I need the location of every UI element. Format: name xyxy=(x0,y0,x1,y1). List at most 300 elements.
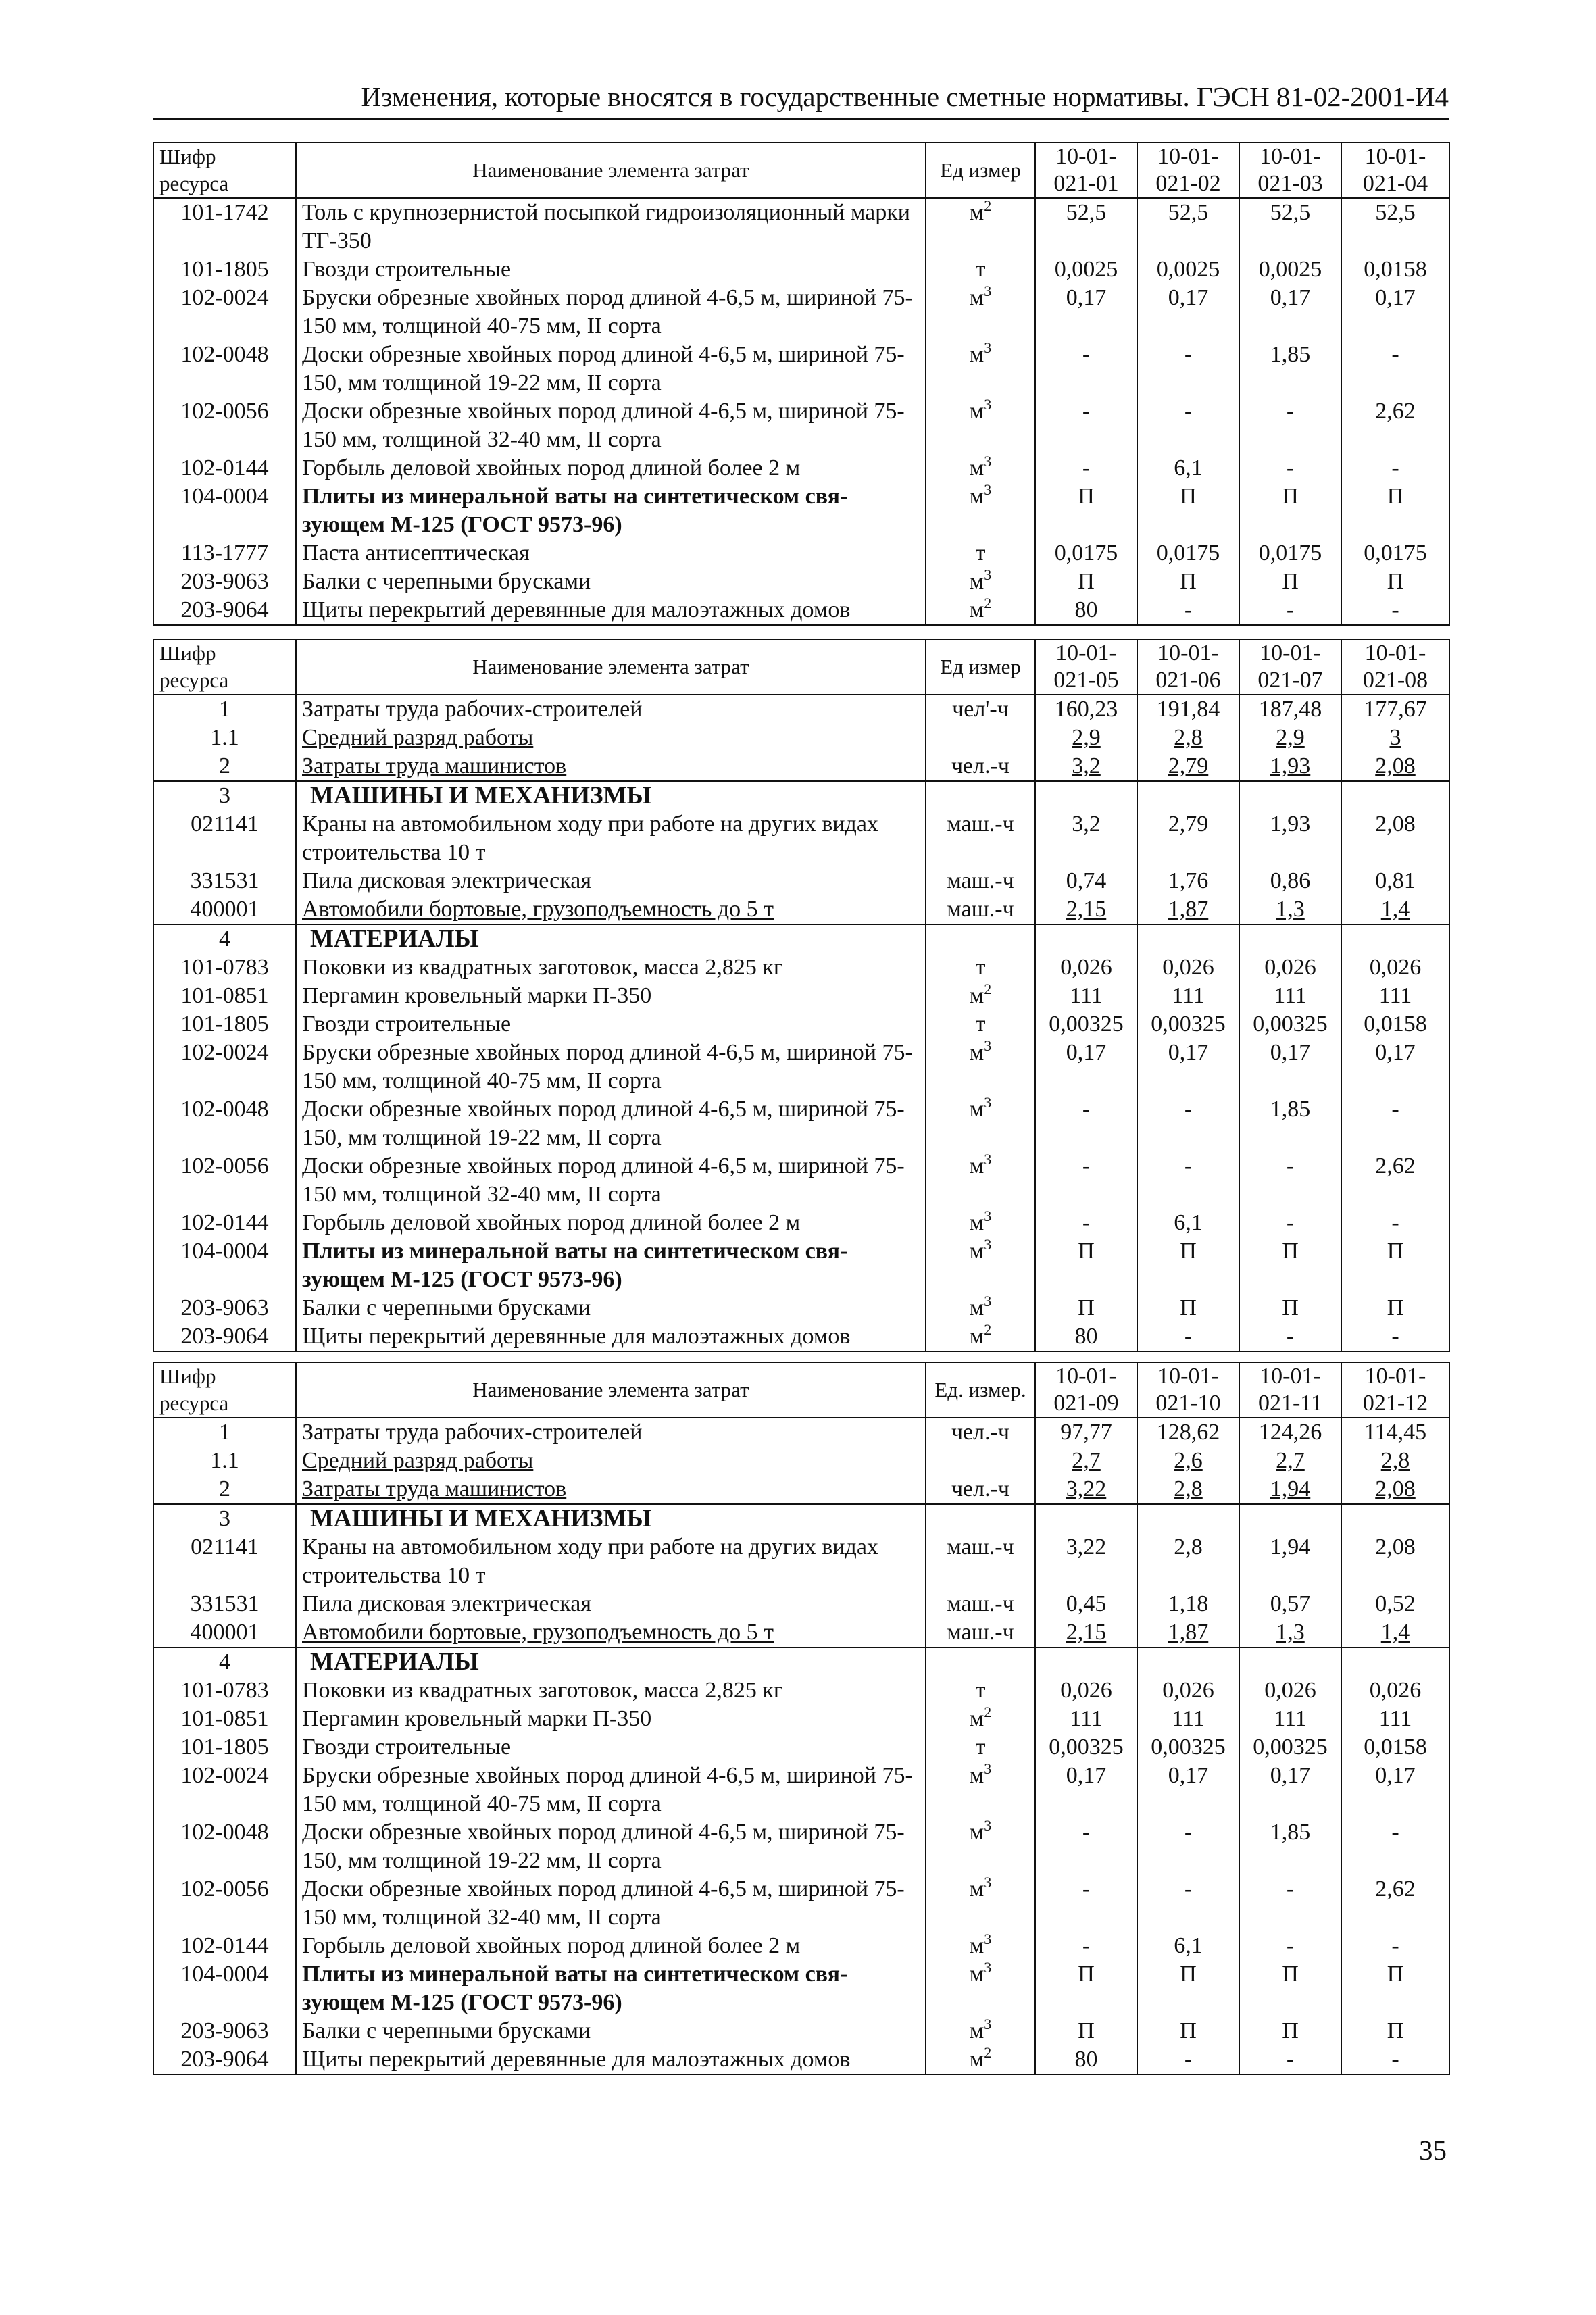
table-row xyxy=(153,1590,1449,1618)
resource-code: 104-0004 xyxy=(153,1960,296,2017)
value-cell: 0,0158 xyxy=(1341,1010,1449,1039)
resource-name: Плиты из минеральной ваты на синтетическом свя-зующем М-125 (ГОСТ 9573-96) xyxy=(296,482,926,539)
table-row xyxy=(153,1676,1449,1705)
value-cell: 191,84 xyxy=(1137,695,1239,724)
unit-exponent: 2 xyxy=(984,1705,992,1720)
resource-code: 113-1777 xyxy=(153,539,296,568)
resource-code: 203-9063 xyxy=(153,2017,296,2045)
value-cell: 6,1 xyxy=(1137,454,1239,482)
unit-text: м xyxy=(969,1324,984,1349)
value-cell: П xyxy=(1035,1294,1137,1322)
resource-name: Затраты труда рабочих-строителей xyxy=(296,695,926,724)
unit-cell xyxy=(926,1818,1035,1875)
value-cell: 6,1 xyxy=(1137,1209,1239,1237)
value-cell: П xyxy=(1239,1294,1341,1322)
resource-code: 101-1805 xyxy=(153,1010,296,1039)
value-cell: П xyxy=(1035,482,1137,539)
table-header-row xyxy=(153,143,1449,198)
value-cell: - xyxy=(1035,454,1137,482)
table-row xyxy=(153,810,1449,867)
unit-cell xyxy=(926,895,1035,924)
unit-text: т xyxy=(975,955,986,980)
resource-code: 104-0004 xyxy=(153,482,296,539)
resource-name: Средний разряд работы xyxy=(296,1447,926,1475)
table-row xyxy=(153,695,1449,724)
resource-code: 203-9064 xyxy=(153,2045,296,2074)
unit-cell xyxy=(926,596,1035,625)
value-cell: 0,0175 xyxy=(1137,539,1239,568)
value-cell: 0,86 xyxy=(1239,867,1341,895)
unit-cell xyxy=(926,539,1035,568)
value-cell: 52,5 xyxy=(1341,198,1449,255)
value-cell: - xyxy=(1239,454,1341,482)
value-cell: 0,52 xyxy=(1341,1590,1449,1618)
resource-name: Краны на автомобильном ходу при работе на других видах строительства 10 т xyxy=(296,810,926,867)
resource-name: Доски обрезные хвойных пород длиной 4-6,5 м, шириной 75-150, мм толщиной 19-22 мм, II сорта xyxy=(296,1095,926,1152)
resource-name: Бруски обрезные хвойных пород длиной 4-6,5 м, шириной 75-150 мм, толщиной 40-75 мм, II сорта xyxy=(296,1762,926,1818)
value-cell: 97,77 xyxy=(1035,1418,1137,1447)
value-cell: 2,62 xyxy=(1341,1152,1449,1209)
value-cell xyxy=(1341,1504,1449,1533)
value-cell: 0,026 xyxy=(1035,1676,1137,1705)
table-row xyxy=(153,895,1449,924)
value-cell: П xyxy=(1035,2017,1137,2045)
unit-cell xyxy=(926,1237,1035,1294)
unit-text: маш.-ч xyxy=(947,868,1014,893)
unit-text: м xyxy=(969,2047,984,2072)
unit-text: м xyxy=(969,1820,984,1845)
value-cell: - xyxy=(1341,1818,1449,1875)
resource-name: Доски обрезные хвойных пород длиной 4-6,5 м, шириной 75-150, мм толщиной 19-22 мм, II сорта xyxy=(296,341,926,397)
unit-text: маш.-ч xyxy=(947,812,1014,837)
unit-cell xyxy=(926,2017,1035,2045)
value-cell: 0,17 xyxy=(1035,1039,1137,1095)
value-cell: 0,00325 xyxy=(1239,1010,1341,1039)
unit-exponent: 2 xyxy=(984,2045,992,2061)
value-cell: 2,62 xyxy=(1341,397,1449,454)
unit-cell xyxy=(926,198,1035,255)
table-row xyxy=(153,1418,1449,1447)
header-code: Шифр ресурса xyxy=(153,1362,296,1418)
value-cell: - xyxy=(1341,454,1449,482)
value-cell: 128,62 xyxy=(1137,1418,1239,1447)
value-cell: 0,026 xyxy=(1239,953,1341,982)
value-cell: 0,026 xyxy=(1341,1676,1449,1705)
value-cell: П xyxy=(1239,482,1341,539)
value-cell: - xyxy=(1137,2045,1239,2074)
header-norm-code: 10-01- 021-05 xyxy=(1035,639,1137,695)
resource-name: Плиты из минеральной ваты на синтетическом свя-зующем М-125 (ГОСТ 9573-96) xyxy=(296,1960,926,2017)
table-row xyxy=(153,539,1449,568)
unit-cell xyxy=(926,341,1035,397)
value-cell: 1,18 xyxy=(1137,1590,1239,1618)
value-cell xyxy=(1341,924,1449,953)
unit-cell xyxy=(926,781,1035,810)
value-cell: 0,17 xyxy=(1341,1039,1449,1095)
table-row xyxy=(153,1294,1449,1322)
unit-text: т xyxy=(975,1735,986,1760)
unit-text: м xyxy=(969,484,984,509)
header-norm-code: 10-01- 021-10 xyxy=(1137,1362,1239,1418)
unit-exponent: 2 xyxy=(984,982,992,997)
section-row xyxy=(153,1504,1449,1533)
table-row xyxy=(153,1533,1449,1590)
unit-text: м xyxy=(969,200,984,225)
value-cell: 0,17 xyxy=(1239,1039,1341,1095)
unit-cell xyxy=(926,255,1035,284)
unit-exponent: 3 xyxy=(984,1294,992,1310)
unit-cell xyxy=(926,1322,1035,1351)
value-cell xyxy=(1239,1504,1341,1533)
page-header: Изменения, которые вносятся в государственные сметные нормативы. ГЭСН 81-02-2001-И4 xyxy=(153,80,1449,120)
value-cell: П xyxy=(1341,482,1449,539)
header-norm-code: 10-01- 021-07 xyxy=(1239,639,1341,695)
unit-cell xyxy=(926,1447,1035,1475)
value-cell: 187,48 xyxy=(1239,695,1341,724)
resource-code: 203-9064 xyxy=(153,596,296,625)
header-norm-code: 10-01- 021-06 xyxy=(1137,639,1239,695)
value-cell: 0,0025 xyxy=(1035,255,1137,284)
resource-name: Щиты перекрытий деревянные для малоэтажных домов xyxy=(296,2045,926,2074)
value-cell: 3 xyxy=(1341,724,1449,752)
resource-name: Балки с черепными брусками xyxy=(296,2017,926,2045)
value-cell: - xyxy=(1035,397,1137,454)
resource-code: 101-1805 xyxy=(153,1733,296,1762)
table-row xyxy=(153,397,1449,454)
resource-name: Доски обрезные хвойных пород длиной 4-6,5 м, шириной 75-150 мм, толщиной 32-40 мм, II сорта xyxy=(296,1875,926,1932)
resource-name: Плиты из минеральной ваты на синтетическом свя-зующем М-125 (ГОСТ 9573-96) xyxy=(296,1237,926,1294)
value-cell: - xyxy=(1239,2045,1341,2074)
unit-cell xyxy=(926,867,1035,895)
unit-text: м xyxy=(969,1295,984,1320)
unit-exponent: 3 xyxy=(984,397,992,413)
unit-cell xyxy=(926,724,1035,752)
table-row xyxy=(153,752,1449,781)
resource-name: Пергамин кровельный марки П-350 xyxy=(296,1705,926,1733)
value-cell: 2,9 xyxy=(1239,724,1341,752)
table-row xyxy=(153,1152,1449,1209)
value-cell xyxy=(1035,1647,1137,1676)
unit-cell xyxy=(926,1618,1035,1647)
value-cell: 0,17 xyxy=(1137,284,1239,341)
resource-code: 102-0048 xyxy=(153,1818,296,1875)
value-cell: П xyxy=(1239,1960,1341,2017)
value-cell: - xyxy=(1137,1875,1239,1932)
value-cell: 114,45 xyxy=(1341,1418,1449,1447)
unit-text: м xyxy=(969,1962,984,1987)
unit-exponent: 3 xyxy=(984,454,992,470)
value-cell: 1,87 xyxy=(1137,895,1239,924)
unit-exponent: 2 xyxy=(984,596,992,612)
resource-name: Горбыль деловой хвойных пород длиной более 2 м xyxy=(296,1932,926,1960)
value-cell: 0,17 xyxy=(1341,284,1449,341)
resource-name: Автомобили бортовые, грузоподъемность до 5 т xyxy=(296,895,926,924)
unit-text: маш.-ч xyxy=(947,1535,1014,1560)
unit-text: м xyxy=(969,455,984,480)
table-header-row xyxy=(153,1362,1449,1418)
resource-name: МАТЕРИАЛЫ xyxy=(296,1647,926,1676)
value-cell: 0,026 xyxy=(1137,953,1239,982)
header-unit: Ед. измер. xyxy=(926,1362,1035,1418)
unit-text: м xyxy=(969,983,984,1008)
value-cell: 2,08 xyxy=(1341,752,1449,781)
table-row xyxy=(153,982,1449,1010)
norm-table-2 xyxy=(153,639,1450,1352)
resource-code: 102-0024 xyxy=(153,284,296,341)
header-norm-code: 10-01- 021-02 xyxy=(1137,143,1239,198)
value-cell: - xyxy=(1341,341,1449,397)
unit-exponent: 3 xyxy=(984,482,992,498)
resource-code: 1.1 xyxy=(153,724,296,752)
resource-code: 101-1805 xyxy=(153,255,296,284)
value-cell: - xyxy=(1035,1932,1137,1960)
value-cell: 2,08 xyxy=(1341,1533,1449,1590)
header-norm-code: 10-01- 021-03 xyxy=(1239,143,1341,198)
value-cell: 0,00325 xyxy=(1035,1733,1137,1762)
value-cell: 0,026 xyxy=(1341,953,1449,982)
unit-exponent: 3 xyxy=(984,1237,992,1253)
value-cell: - xyxy=(1137,1095,1239,1152)
unit-exponent: 3 xyxy=(984,1932,992,1947)
unit-cell xyxy=(926,397,1035,454)
resource-code: 4 xyxy=(153,1647,296,1676)
value-cell: П xyxy=(1137,2017,1239,2045)
resource-name: Пергамин кровельный марки П-350 xyxy=(296,982,926,1010)
resource-code: 203-9063 xyxy=(153,1294,296,1322)
value-cell: 1,3 xyxy=(1239,895,1341,924)
value-cell: 111 xyxy=(1341,1705,1449,1733)
value-cell: 1,4 xyxy=(1341,1618,1449,1647)
unit-exponent: 3 xyxy=(984,284,992,299)
unit-text: чел.-ч xyxy=(951,1476,1010,1501)
value-cell: - xyxy=(1137,397,1239,454)
value-cell: 111 xyxy=(1035,1705,1137,1733)
unit-text: м xyxy=(969,2018,984,2043)
unit-exponent: 3 xyxy=(984,1209,992,1224)
resource-code: 102-0144 xyxy=(153,454,296,482)
table-row xyxy=(153,1875,1449,1932)
resource-name: Средний разряд работы xyxy=(296,724,926,752)
resource-name: Пила дисковая электрическая xyxy=(296,867,926,895)
value-cell: 52,5 xyxy=(1035,198,1137,255)
header-norm-code: 10-01- 021-01 xyxy=(1035,143,1137,198)
value-cell: 111 xyxy=(1341,982,1449,1010)
value-cell: 0,026 xyxy=(1239,1676,1341,1705)
norm-table-3 xyxy=(153,1362,1450,2075)
value-cell: 0,17 xyxy=(1035,1762,1137,1818)
unit-exponent: 3 xyxy=(984,568,992,583)
value-cell: П xyxy=(1137,568,1239,596)
header-name: Наименование элемента затрат xyxy=(296,143,926,198)
section-row xyxy=(153,781,1449,810)
table-header-row xyxy=(153,639,1449,695)
page-number: 35 xyxy=(1419,2135,1447,2166)
value-cell: 52,5 xyxy=(1239,198,1341,255)
table-row xyxy=(153,1705,1449,1733)
resource-name: Щиты перекрытий деревянные для малоэтажных домов xyxy=(296,596,926,625)
value-cell: - xyxy=(1341,596,1449,625)
value-cell: - xyxy=(1239,1932,1341,1960)
resource-name: Краны на автомобильном ходу при работе на других видах строительства 10 т xyxy=(296,1533,926,1590)
value-cell: П xyxy=(1341,1294,1449,1322)
table-row xyxy=(153,341,1449,397)
header-code: Шифр ресурса xyxy=(153,143,296,198)
unit-cell xyxy=(926,1504,1035,1533)
unit-cell xyxy=(926,1705,1035,1733)
unit-text: м xyxy=(969,597,984,622)
unit-text: м xyxy=(969,1933,984,1958)
resource-name: Горбыль деловой хвойных пород длиной более 2 м xyxy=(296,454,926,482)
value-cell: - xyxy=(1341,1322,1449,1351)
resource-name: Пила дисковая электрическая xyxy=(296,1590,926,1618)
resource-name: Доски обрезные хвойных пород длиной 4-6,5 м, шириной 75-150 мм, толщиной 32-40 мм, II сорта xyxy=(296,1152,926,1209)
header-unit: Ед измер xyxy=(926,143,1035,198)
unit-text: м xyxy=(969,285,984,310)
unit-cell xyxy=(926,1294,1035,1322)
unit-cell xyxy=(926,1960,1035,2017)
value-cell xyxy=(1035,924,1137,953)
value-cell: 1,94 xyxy=(1239,1533,1341,1590)
unit-cell xyxy=(926,1209,1035,1237)
header-unit: Ед измер xyxy=(926,639,1035,695)
unit-cell xyxy=(926,482,1035,539)
value-cell: П xyxy=(1239,2017,1341,2045)
unit-cell xyxy=(926,953,1035,982)
value-cell: П xyxy=(1239,568,1341,596)
table-row xyxy=(153,596,1449,625)
table-row xyxy=(153,1095,1449,1152)
resource-name: Гвозди строительные xyxy=(296,1010,926,1039)
resource-code: 102-0056 xyxy=(153,1152,296,1209)
unit-text: м xyxy=(969,342,984,367)
value-cell: 2,79 xyxy=(1137,810,1239,867)
value-cell: 1,87 xyxy=(1137,1618,1239,1647)
value-cell: П xyxy=(1137,1294,1239,1322)
unit-exponent: 3 xyxy=(984,1875,992,1891)
unit-text: маш.-ч xyxy=(947,897,1014,922)
unit-text: м xyxy=(969,569,984,594)
resource-code: 331531 xyxy=(153,1590,296,1618)
resource-code: 102-0024 xyxy=(153,1039,296,1095)
value-cell: П xyxy=(1341,568,1449,596)
resource-name: Щиты перекрытий деревянные для малоэтажных домов xyxy=(296,1322,926,1351)
resource-code: 2 xyxy=(153,1475,296,1504)
value-cell: 3,2 xyxy=(1035,752,1137,781)
value-cell: П xyxy=(1137,1237,1239,1294)
value-cell xyxy=(1239,781,1341,810)
value-cell: 0,0175 xyxy=(1239,539,1341,568)
value-cell: 2,7 xyxy=(1035,1447,1137,1475)
value-cell: 177,67 xyxy=(1341,695,1449,724)
value-cell: 0,17 xyxy=(1341,1762,1449,1818)
unit-cell xyxy=(926,284,1035,341)
value-cell: 1,4 xyxy=(1341,895,1449,924)
value-cell: П xyxy=(1341,1237,1449,1294)
resource-name: МАТЕРИАЛЫ xyxy=(296,924,926,953)
unit-cell xyxy=(926,568,1035,596)
value-cell: П xyxy=(1341,2017,1449,2045)
table-row xyxy=(153,724,1449,752)
resource-name: Автомобили бортовые, грузоподъемность до 5 т xyxy=(296,1618,926,1647)
header-norm-code: 10-01- 021-08 xyxy=(1341,639,1449,695)
unit-cell xyxy=(926,1733,1035,1762)
value-cell: 0,0158 xyxy=(1341,255,1449,284)
value-cell: П xyxy=(1137,482,1239,539)
resource-code: 400001 xyxy=(153,1618,296,1647)
value-cell: 2,8 xyxy=(1137,1533,1239,1590)
unit-cell xyxy=(926,695,1035,724)
table-row xyxy=(153,198,1449,255)
value-cell: - xyxy=(1341,1932,1449,1960)
value-cell: 1,3 xyxy=(1239,1618,1341,1647)
unit-cell xyxy=(926,924,1035,953)
resource-code: 3 xyxy=(153,1504,296,1533)
unit-cell xyxy=(926,982,1035,1010)
value-cell: 111 xyxy=(1035,982,1137,1010)
unit-cell xyxy=(926,752,1035,781)
table-row xyxy=(153,1475,1449,1504)
resource-name: Затраты труда машинистов xyxy=(296,1475,926,1504)
value-cell xyxy=(1137,781,1239,810)
table-row xyxy=(153,2017,1449,2045)
resource-name: Доски обрезные хвойных пород длиной 4-6,5 м, шириной 75-150 мм, толщиной 32-40 мм, II сорта xyxy=(296,397,926,454)
unit-exponent: 3 xyxy=(984,1039,992,1054)
resource-code: 1 xyxy=(153,695,296,724)
value-cell: 80 xyxy=(1035,2045,1137,2074)
value-cell: 0,026 xyxy=(1035,953,1137,982)
unit-text: м xyxy=(969,1210,984,1235)
resource-name: Поковки из квадратных заготовок, масса 2,825 кг xyxy=(296,953,926,982)
resource-code: 021141 xyxy=(153,1533,296,1590)
value-cell: 3,2 xyxy=(1035,810,1137,867)
resource-name: Затраты труда рабочих-строителей xyxy=(296,1418,926,1447)
value-cell: 0,74 xyxy=(1035,867,1137,895)
value-cell: 0,00325 xyxy=(1137,1733,1239,1762)
unit-text: м xyxy=(969,1706,984,1731)
value-cell xyxy=(1239,924,1341,953)
table-row xyxy=(153,1762,1449,1818)
resource-name: Поковки из квадратных заготовок, масса 2,825 кг xyxy=(296,1676,926,1705)
value-cell xyxy=(1137,1647,1239,1676)
value-cell: - xyxy=(1239,397,1341,454)
value-cell: 3,22 xyxy=(1035,1533,1137,1590)
value-cell: - xyxy=(1035,341,1137,397)
resource-name: МАШИНЫ И МЕХАНИЗМЫ xyxy=(296,781,926,810)
value-cell xyxy=(1137,1504,1239,1533)
resource-code: 102-0144 xyxy=(153,1209,296,1237)
resource-name: Затраты труда машинистов xyxy=(296,752,926,781)
value-cell: 1,85 xyxy=(1239,341,1341,397)
value-cell: 2,79 xyxy=(1137,752,1239,781)
unit-text: м xyxy=(969,1876,984,1901)
unit-text: маш.-ч xyxy=(947,1620,1014,1645)
header-name: Наименование элемента затрат xyxy=(296,639,926,695)
resource-code: 203-9063 xyxy=(153,568,296,596)
resource-code: 102-0048 xyxy=(153,1095,296,1152)
value-cell: П xyxy=(1341,1960,1449,2017)
resource-name: МАШИНЫ И МЕХАНИЗМЫ xyxy=(296,1504,926,1533)
value-cell: 1,85 xyxy=(1239,1095,1341,1152)
value-cell: 80 xyxy=(1035,1322,1137,1351)
unit-exponent: 3 xyxy=(984,1818,992,1834)
resource-code: 102-0056 xyxy=(153,1875,296,1932)
header-norm-code: 10-01- 021-04 xyxy=(1341,143,1449,198)
value-cell: П xyxy=(1035,1237,1137,1294)
resource-code: 102-0048 xyxy=(153,341,296,397)
value-cell: 0,026 xyxy=(1137,1676,1239,1705)
unit-cell xyxy=(926,1152,1035,1209)
table-row xyxy=(153,867,1449,895)
